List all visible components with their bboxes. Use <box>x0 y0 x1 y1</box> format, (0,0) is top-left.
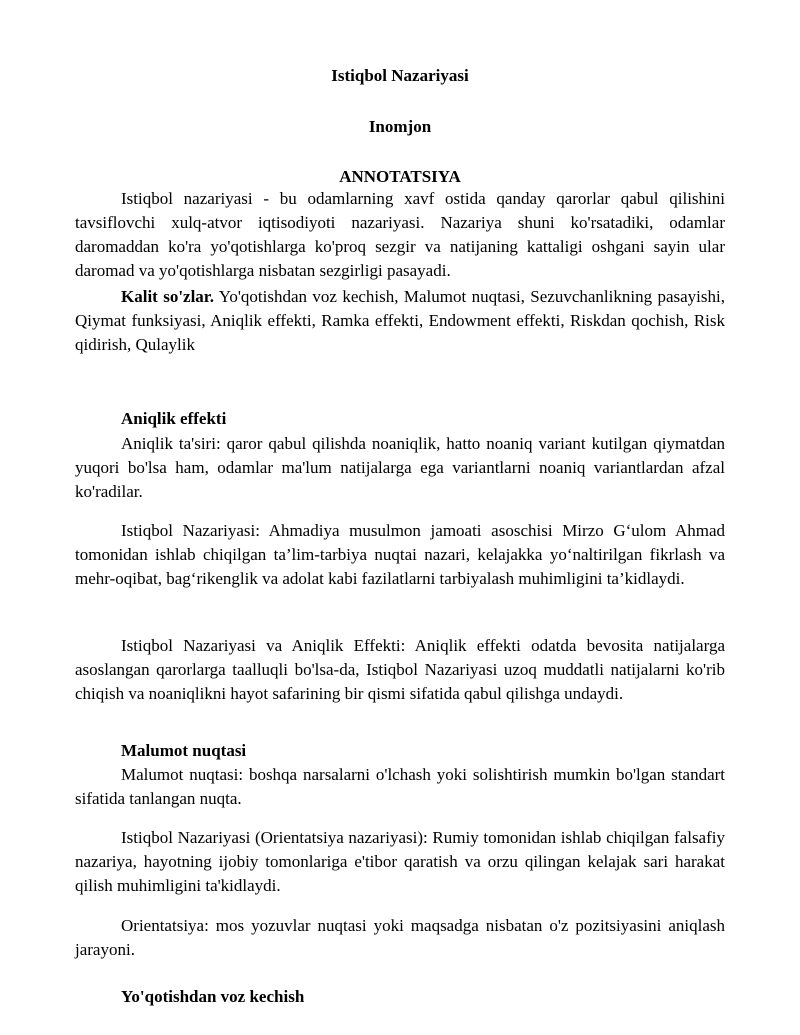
section-heading-yoqotish: Yo'qotishdan voz kechish <box>121 987 305 1006</box>
annotation-heading: ANNOTATSIYA <box>339 167 461 186</box>
section-paragraph: Istiqbol Nazariyasi va Aniqlik Effekti: Aniqlik effekti odatda bevosita natijalarga asoslangan qarorlarga taalluqli bo'lsa-da, Istiqbol Nazariyasi uzoq muddatli natijalarni ko'rib chiqish va noaniqlikni hayot safarining bir qismi sifatida qabul qilishga undaydi. <box>75 636 725 703</box>
section-paragraph: Istiqbol Nazariyasi: Ahmadiya musulmon jamoati asoschisi Mirzo G‘ulom Ahmad tomonidan ishlab chiqilgan ta’lim-tarbiya nuqtai nazari, kelajakka yo‘naltirilgan fikrlash va mehr-oqibat, bag‘rikenglik va adolat kabi fazilatlarni tarbiyalash muhimligini ta’kidlaydi. <box>75 521 725 588</box>
section-paragraph: Istiqbol Nazariyasi (Orientatsiya nazariyasi): Rumiy tomonidan ishlab chiqilgan falsafiy nazariya, hayotning ijobiy tomonlariga e'tibor qaratish va orzu qilingan kelajak sari harakat qilish muhimligini ta'kidlaydi. <box>75 828 725 895</box>
section-paragraph: Malumot nuqtasi: boshqa narsalarni o'lchash yoki solishtirish mumkin bo'lgan standart sifatida tanlangan nuqta. <box>75 765 725 808</box>
keywords-label: Kalit so'zlar. <box>121 287 215 306</box>
keywords-list: Yo'qotishdan voz kechish, Malumot nuqtasi, Sezuvchanlikning pasayishi, Qiymat funksiyasi, Aniqlik effekti, Ramka effekti, Endowment effekti, Riskdan qochish, Risk qidirish, Qulaylik <box>75 287 725 354</box>
section-paragraph: Aniqlik ta'siri: qaror qabul qilishda noaniqlik, hatto noaniq variant kutilgan qiymatdan yuqori bo'lsa ham, odamlar ma'lum natijalarga ega variantlarni noaniq variantlardan afzal ko'radilar. <box>75 434 725 501</box>
section-paragraph: Orientatsiya: mos yozuvlar nuqtasi yoki maqsadga nisbatan o'z pozitsiyasini aniqlash jarayoni. <box>75 916 725 959</box>
annotation-paragraph: Istiqbol nazariyasi - bu odamlarning xavf ostida qanday qarorlar qabul qilishini tavsiflovchi xulq-atvor iqtisodiyoti nazariyasi. Nazariya shuni ko'rsatadiki, odamlar daromaddan ko'ra yo'qotishlarga ko'proq sezgir va natijaning kattaligi oshgani sayin ular daromad va yo'qotishlarga nisbatan sezgirligi pasayadi. <box>75 189 725 280</box>
author-name: Inomjon <box>368 117 432 136</box>
keywords-paragraph <box>75 285 725 357</box>
section-heading-aniqlik: Aniqlik effekti <box>121 409 227 428</box>
section-heading-malumot: Malumot nuqtasi <box>121 741 247 760</box>
document-title: Istiqbol Nazariyasi <box>331 66 469 85</box>
